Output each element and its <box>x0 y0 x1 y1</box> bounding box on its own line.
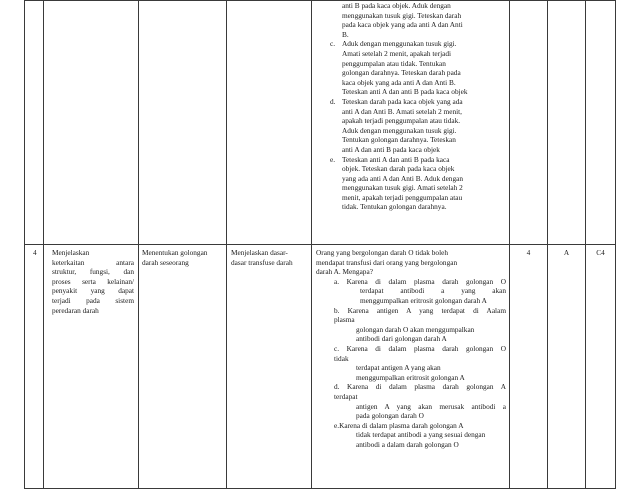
answer-option-line: d. Karena di dalam plasma darah golongan A <box>334 382 506 392</box>
option-line: Tentukan golongan darahnya. Teteskan <box>342 135 456 145</box>
competency-text <box>44 245 139 489</box>
cell-cognitive-empty <box>586 1 616 245</box>
option-line: Teteskan anti A dan anti B pada kaca objek <box>342 87 468 97</box>
cell-competency-empty <box>44 1 139 245</box>
option-line: anti B pada kaca objek. Aduk dengan <box>342 1 451 10</box>
answer-option-line: golongan darah O akan menggumpalkan <box>356 324 475 334</box>
indicator-text <box>139 245 227 489</box>
cell-key-empty <box>510 1 548 245</box>
answer-key: 4 <box>510 245 548 489</box>
option-line: menit, apakah terjadi penggumpalan atau <box>342 192 463 202</box>
cell-level-empty <box>548 1 586 245</box>
option-item <box>330 155 509 213</box>
cell-question-continued <box>312 1 510 245</box>
option-line: penggumpalan atau tidak. Tentukan <box>342 58 446 68</box>
cell-indicator-empty <box>139 1 227 245</box>
answer-option <box>316 344 506 382</box>
answer-option-line: terdapat antigen A yang akan <box>356 363 441 373</box>
row-number: 4 <box>25 245 44 489</box>
answer-option <box>316 421 506 450</box>
material-line: Menjelaskan dasar- <box>231 248 288 257</box>
option-item <box>330 97 509 155</box>
option-line: apakah terjadi penggumpalan atau tidak. <box>342 116 461 126</box>
option-line: kaca objek yang ada anti A dan Anti B. <box>342 77 456 87</box>
option-line: menggunakan tusuk gigi. Teteskan darah <box>342 10 462 20</box>
competency-line: terjadi pada sistem <box>52 295 134 305</box>
answer-option-line: pada golongan darah O <box>356 411 424 421</box>
option-line: golongan darahnya. Teteskan darah pada <box>342 68 461 78</box>
competency-line: peredaran darah <box>52 305 99 315</box>
indicator-line: darah seseorang <box>142 257 189 267</box>
option-line: anti A dan Anti B. Amati setelah 2 menit, <box>342 106 462 116</box>
option-line: Aduk dengan menggunakan tusuk gigi. <box>342 39 457 49</box>
option-line: Teteskan anti A dan anti B pada kaca <box>342 154 450 164</box>
material-line: dasar transfuse darah <box>231 257 293 267</box>
question-stem-line: Orang yang bergolongan darah O tidak boleh <box>316 248 448 257</box>
answer-option-line: b. Karena antigen A yang terdapat di Aalam <box>334 305 506 315</box>
cell-material-empty <box>227 1 312 245</box>
answer-option-line: menggumpalkan eritrosit golongan darah A <box>360 295 487 305</box>
answer-option-line: e.Karena di dalam plasma darah golongan A <box>334 420 464 430</box>
continued-options-list <box>330 1 509 212</box>
table-row-continued <box>25 1 616 245</box>
question-stem-line: darah A. Mengapa? <box>316 267 373 277</box>
option-line: Aduk dengan menggunakan tusuk gigi. <box>342 125 457 135</box>
option-line: Teteskan darah pada kaca objek yang ada <box>342 96 463 106</box>
competency-line: Menjelaskan <box>52 248 90 257</box>
cell-number-empty <box>25 1 44 245</box>
answer-option <box>316 277 506 306</box>
question-text <box>312 245 510 489</box>
option-line: tidak. Tentukan golongan darahnya. <box>342 202 447 212</box>
option-line: objek. Teteskan darah pada kaca objek <box>342 164 455 174</box>
option-line: anti A dan anti B pada kaca objek <box>342 144 440 154</box>
answer-option-line: tidak <box>334 353 349 363</box>
answer-option-line: terdapat <box>334 391 358 401</box>
answer-option-line: antibodi dari golongan darah A <box>356 334 447 344</box>
question-grid-table <box>24 0 616 489</box>
option-item <box>330 39 509 97</box>
indicator-line: Menentukan golongan <box>142 248 208 257</box>
answer-option-line: menggumpalkan eritrosit golongan A <box>356 372 465 382</box>
option-label: e. <box>330 154 336 164</box>
option-line: pada kaca objek yang ada anti A dan Anti <box>342 20 463 30</box>
answer-option-line: tidak terdapat antibodi a yang sesuai dengan <box>356 430 486 440</box>
question-stem-line: mendapat transfusi dari orang yang bergolongan <box>316 257 458 267</box>
answer-option-line: antigen A yang akan merusak antibodi a <box>356 401 506 411</box>
competency-line: struktur, fungsi, dan <box>52 267 134 277</box>
option-label: c. <box>330 39 336 49</box>
answer-option-line: c. Karena di dalam plasma darah golongan O <box>334 343 506 353</box>
answer-option-line: antibodi a dalam darah golongan O <box>356 439 459 449</box>
option-line: menggunakan tusuk gigi. Amati setelah 2 <box>342 183 463 193</box>
competency-line: keterkaitan antara <box>52 257 134 267</box>
option-line: B. <box>342 29 349 39</box>
difficulty-level: A <box>548 245 586 489</box>
answer-option-line: a. Karena di dalam plasma darah golongan O <box>334 276 506 286</box>
table-row <box>25 245 616 489</box>
answer-option <box>316 306 506 344</box>
option-line: yang ada anti A dan Anti B. Aduk dengan <box>342 173 463 183</box>
answer-option-line: terdapat antibodi a yang akan <box>360 286 506 296</box>
cognitive-level: C4 <box>586 245 616 489</box>
option-item <box>330 1 509 39</box>
answer-option-line: plasma <box>334 315 355 325</box>
answer-option <box>316 382 506 420</box>
competency-line: proses serta kelainan/ <box>52 276 134 286</box>
competency-line: penyakit yang dapat <box>52 286 134 296</box>
option-label: d. <box>330 96 336 106</box>
material-text <box>227 245 312 489</box>
option-line: Amati setelah 2 menit, apakah terjadi <box>342 48 452 58</box>
